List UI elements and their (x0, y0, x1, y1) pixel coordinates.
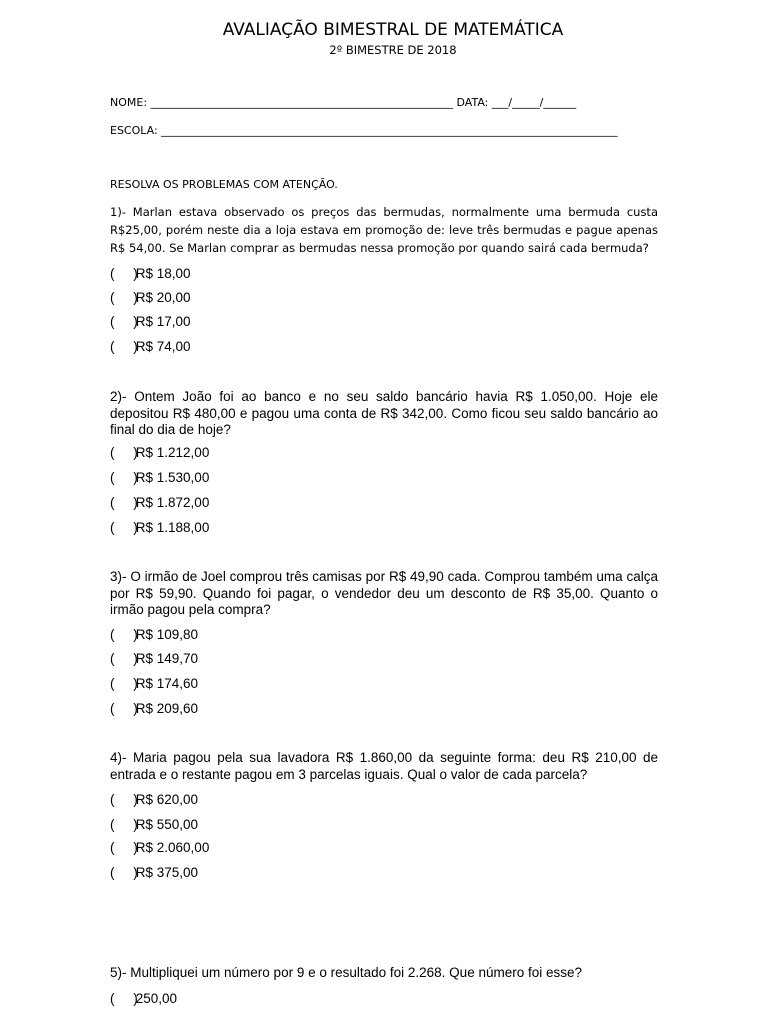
option-label: R$ 1.530,00 (135, 470, 210, 485)
question-3-text: 3)- O irmão de Joel comprou três camisas por R$ 49,90 cada. Comprou também uma calça por R$ 59,90. Quando foi pagar, o vendedor deu um desconto de R$ 35,00. Quanto o irmão pagou pela compra? (110, 569, 658, 617)
school-field: ESCOLA: ___________________________________________________________________________________ (110, 124, 618, 137)
option-label: 250,00 (135, 991, 178, 1006)
question-3-option-d (110, 701, 198, 716)
option-checkbox: ( ) (110, 701, 138, 716)
question-3-option-c (110, 676, 198, 691)
option-checkbox: ( ) (110, 520, 138, 535)
option-checkbox: ( ) (110, 651, 138, 666)
option-label: R$ 1.188,00 (135, 520, 210, 535)
option-checkbox: ( ) (110, 627, 138, 642)
question-2-option-d (110, 520, 209, 535)
option-label: R$ 20,00 (135, 290, 191, 305)
question-2-option-b (110, 470, 209, 485)
question-1-option-b (110, 290, 191, 305)
question-5-text: 5)- Multipliquei um número por 9 e o resultado foi 2.268. Que número foi esse? (110, 965, 583, 980)
question-1-option-c (110, 314, 191, 329)
option-label: R$ 1.212,00 (135, 445, 210, 460)
option-checkbox: ( ) (110, 445, 138, 460)
option-label: R$ 1.872,00 (135, 495, 210, 510)
option-checkbox: ( ) (110, 817, 138, 832)
option-checkbox: ( ) (110, 840, 138, 855)
option-checkbox: ( ) (110, 495, 138, 510)
option-checkbox: ( ) (110, 290, 138, 305)
instructions-text: RESOLVA OS PROBLEMAS COM ATENÇÃO. (110, 178, 338, 191)
question-4-option-c (110, 840, 209, 855)
option-checkbox: ( ) (110, 865, 138, 880)
question-5-option-a (110, 991, 177, 1006)
question-3-option-a (110, 627, 198, 642)
option-label: R$ 74,00 (135, 339, 191, 354)
question-4-option-b (110, 817, 198, 832)
question-2-option-a (110, 445, 209, 460)
option-checkbox: ( ) (110, 266, 138, 281)
option-label: R$ 174,60 (135, 676, 199, 691)
option-label: R$ 17,00 (135, 314, 191, 329)
page-subtitle: 2º BIMESTRE DE 2018 (329, 43, 457, 57)
question-1-option-a (110, 266, 191, 281)
option-label: R$ 2.060,00 (135, 840, 210, 855)
option-label: R$ 209,60 (135, 701, 199, 716)
option-checkbox: ( ) (110, 470, 138, 485)
question-4-text: 4)- Maria pagou pela sua lavadora R$ 1.860,00 da seguinte forma: deu R$ 210,00 de entrada e o restante pagou em 3 parcelas iguais. Qual o valor de cada parcela? (110, 750, 658, 782)
option-label: R$ 550,00 (135, 817, 199, 832)
question-4-option-a (110, 792, 198, 807)
option-checkbox: ( ) (110, 314, 138, 329)
option-checkbox: ( ) (110, 339, 138, 354)
page-title: AVALIAÇÃO BIMESTRAL DE MATEMÁTICA (222, 20, 564, 40)
option-label: R$ 18,00 (135, 266, 191, 281)
question-1-option-d (110, 339, 191, 354)
option-checkbox: ( ) (110, 991, 138, 1006)
question-1-text: 1)- Marlan estava observado os preços das bermudas, normalmente uma bermuda custa R$25,00, porém neste dia a loja estava em promoção de: leve três bermudas e pague apenas R$ 54,00. Se Marlan comprar as bermudas nessa promoção por quando sairá cada bermuda? (110, 205, 658, 255)
option-checkbox: ( ) (110, 792, 138, 807)
option-label: R$ 109,80 (135, 627, 199, 642)
question-4-option-d (110, 865, 198, 880)
option-label: R$ 620,00 (135, 792, 199, 807)
question-3-option-b (110, 651, 198, 666)
question-2-option-c (110, 495, 209, 510)
option-label: R$ 375,00 (135, 865, 199, 880)
option-label: R$ 149,70 (135, 651, 199, 666)
option-checkbox: ( ) (110, 676, 138, 691)
name-date-field: NOME: _______________________________________________________ DATA: ___/_____/______ (110, 96, 577, 109)
question-2-text: 2)- Ontem João foi ao banco e no seu saldo bancário havia R$ 1.050,00. Hoje ele depositou R$ 480,00 e pagou uma conta de R$ 342,00. Como ficou seu saldo bancário ao final do dia de hoje? (110, 389, 658, 437)
